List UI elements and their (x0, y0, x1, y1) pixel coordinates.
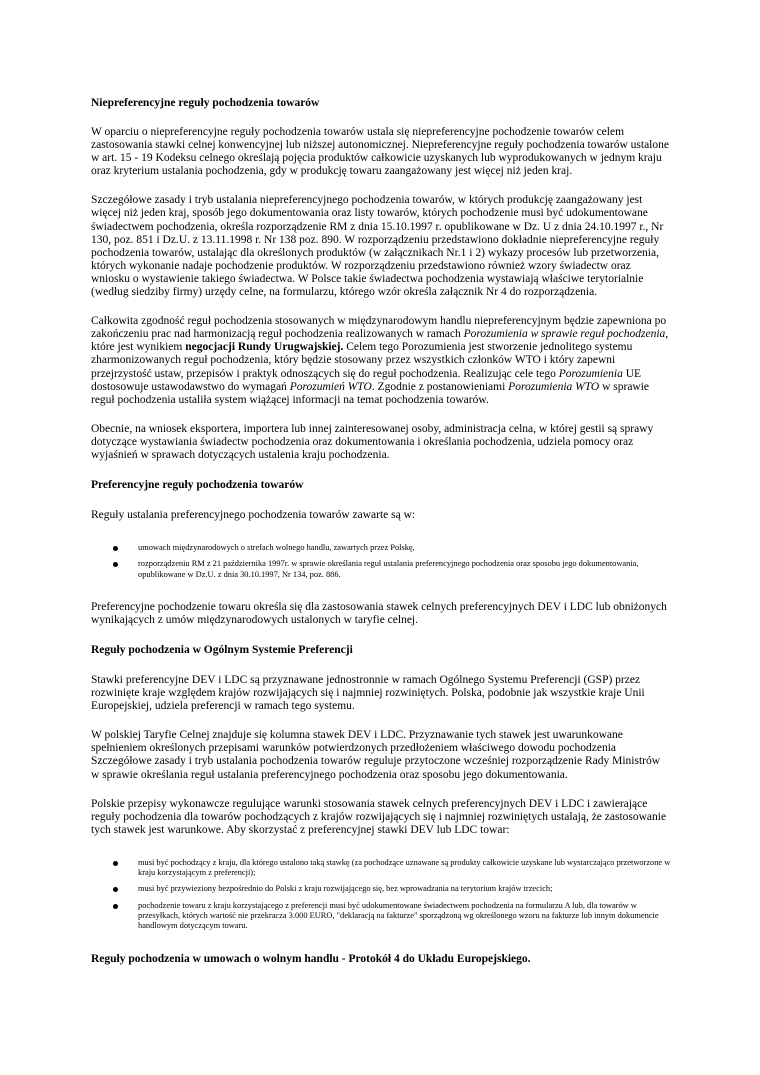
section-heading-free-trade: Reguły pochodzenia w umowach o wolnym handlu - Protokół 4 do Układu Europejskiego. (91, 953, 531, 966)
paragraph: Szczegółowe zasady i tryb ustalania niepreferencyjnego pochodzenia towarów, w których produkcję zaangażowany jest więcej niż jeden kraj, sposób jego dokumentowania oraz listy towarów, których pochodzenie musi być udokumentowane świadectwem pochodzenia, określa rozporządzenie RM z dnia 15.10.1997 r. opublikowane w Dz. U z dnia 24.10.1997 r., Nr 130, poz. 851 i Dz.U. z 13.11.1998 r. Nr 138 poz. 890. W rozporządzeniu przedstawiono dokładnie niepreferencyjne reguły pochodzenia towarów, ustalając dla określonych produktów (w załącznikach Nr.1 i 2) wykazy procesów lub przetworzenia, których wykonanie nadaje pochodzenie produktów. W rozporządzeniu przedstawiono również wzory świadectw oraz wniosku o wystawienie takiego świadectwa. W Polsce takie świadectwa pochodzenia wystawiają właściwe terytorialnie (według siedziby firmy) urzędy celne, na formularzu, którego wzór określa załącznik Nr 4 do rozporządzenia. (91, 194, 664, 299)
italic-run: Porozumienia w sprawie reguł pochodzenia (463, 328, 666, 341)
paragraph: W polskiej Taryfie Celnej znajduje się kolumna stawek DEV i LDC. Przyznawanie tych stawek jest uwarunkowane spełnieniem określonych przepisami warunków potwierdzonych przedłożeniem właściwego dowodu pochodzenia Szczegółowe zasady i tryb ustalania pochodzenia towarów reguluje przytoczone wcześniej rozporządzenie Rady Ministrów w sprawie określania reguł ustalania preferencyjnego pochodzenia oraz sposobu jego dokumentowania. (91, 729, 661, 781)
section-heading-preferential: Preferencyjne reguły pochodzenia towarów (91, 479, 304, 492)
text-run: Celem tego Porozumienia jest stworzenie jednolitego systemu zharmonizowanych reguł pochodzenia, który będzie stosowany przez wszystkich członków WTO i który zapewni przejrzystość ustaw, przepisów i praktyk odnoszących się do reguł pochodzenia. Realizując cele tego (91, 341, 633, 380)
bullet-list (91, 858, 671, 931)
document-body (91, 96, 671, 966)
list-item: pochodzenie towaru z kraju korzystającego z preferencji musi być udokumentowane świadectwem pochodzenia na formularzu A lub, dla towarów w przesyłkach, których wartość nie przekracza 3.000 EURO, "deklaracją na fakturze" sporządzoną wg określonego wzoru na fakturze lub innym dokumencie handlowym dotyczącym towaru. (91, 901, 671, 932)
section-heading-nonpreferential: Niepreferencyjne reguły pochodzenia towarów (91, 97, 320, 109)
paragraph: Stawki preferencyjne DEV i LDC są przyznawane jednostronnie w ramach Ogólnego Systemu Preferencji (GSP) przez rozwinięte kraje względem krajów rozwijających się i najmniej rozwiniętych. Polska, podobnie jak wszystkie kraje Unii Europejskiej, udziela preferencji w ramach tego systemu. (91, 673, 645, 713)
list-item: musi być pochodzący z kraju, dla którego ustalono taką stawkę (za pochodzące uznawane są produkty całkowicie uzyskane lub wystarczająco przetworzone w kraju korzystającym z preferencji); (91, 858, 671, 878)
text-run: , które jest wynikiem (91, 328, 669, 354)
list-item: musi być przywieziony bezpośrednio do Polski z kraju rozwijającego się, bez wprowadzania na terytorium krajów trzecich; (91, 884, 671, 894)
text-run: UE dostosowuje ustawodawstwo do wymagań (91, 367, 642, 393)
list-item: rozporządzeniu RM z 21 października 1997r. w sprawie określania reguł ustalania preferencyjnego pochodzenia oraz sposobu jego dokumentowania, opublikowane w Dz.U. z dnia 30.10.1997, Nr 134, poz. 886. (91, 559, 671, 579)
paragraph: W oparciu o niepreferencyjne reguły pochodzenia towarów ustala się niepreferencyjne pochodzenie towarów celem zastosowania stawki celnej konwencyjnej lub niższej autonomicznej. Niepreferencyjne reguły pochodzenia towarów ustalone w art. 15 - 19 Kodeksu celnego określają pojęcia produktów całkowicie uzyskanych lub wyprodukowanych w jednym kraju oraz kryterium ustalania pochodzenia, gdy w produkcję towaru zaangażowany jest więcej niż jeden kraj. (91, 126, 669, 178)
italic-run: Porozumienia (558, 367, 623, 380)
text-run: w sprawie reguł pochodzenia ustaliła system wiążącej informacji na temat pochodzenia towarów. (91, 380, 650, 406)
paragraph: Obecnie, na wniosek eksportera, importera lub innej zainteresowanej osoby, administracja celna, w której gestii są sprawy dotyczące wystawiania świadectw pochodzenia oraz dokumentowania i określania pochodzenia, udziela pomocy oraz wyjaśnień w sprawach dotyczących ustalenia kraju pochodzenia. (91, 422, 654, 461)
text-run: . Zgodnie z postanowieniami (371, 380, 509, 393)
text-run: Całkowita zgodność reguł pochodzenia stosowanych w międzynarodowym handlu niepreferencyjnym będzie zapewniona po zakończeniu prac nad harmonizacją reguł pochodzenia realizowanych w ramach (91, 315, 667, 341)
italic-run: Porozumień WTO (289, 380, 372, 393)
paragraph: Polskie przepisy wykonawcze regulujące warunki stosowania stawek celnych preferencyjnych DEV i LDC i zawierające reguły pochodzenia dla towarów pochodzących z krajów rozwijających się i najmniej rozwiniętych ustalają, że zastosowanie tych stawek jest warunkowe. Aby skorzystać z preferencyjnej stawki DEV lub LDC towar: (91, 797, 667, 836)
bold-run: negocjacji Rundy Urugwajskiej. (185, 341, 344, 354)
list-item: umowach międzynarodowych o strefach wolnego handlu, zawartych przez Polskę, (91, 543, 671, 553)
italic-run: Porozumienia WTO (508, 380, 600, 393)
section-heading-gsp: Reguły pochodzenia w Ogólnym Systemie Preferencji (91, 643, 353, 656)
paragraph: Reguły ustalania preferencyjnego pochodzenia towarów zawarte są w: (91, 509, 416, 522)
paragraph-uruguay-round (91, 315, 671, 407)
bullet-list (91, 543, 671, 580)
paragraph: Preferencyjne pochodzenie towaru określa się dla zastosowania stawek celnych preferencyjnych DEV i LDC lub obniżonych wynikających z umów międzynarodowych ustalonych w taryfie celnej. (91, 600, 667, 626)
